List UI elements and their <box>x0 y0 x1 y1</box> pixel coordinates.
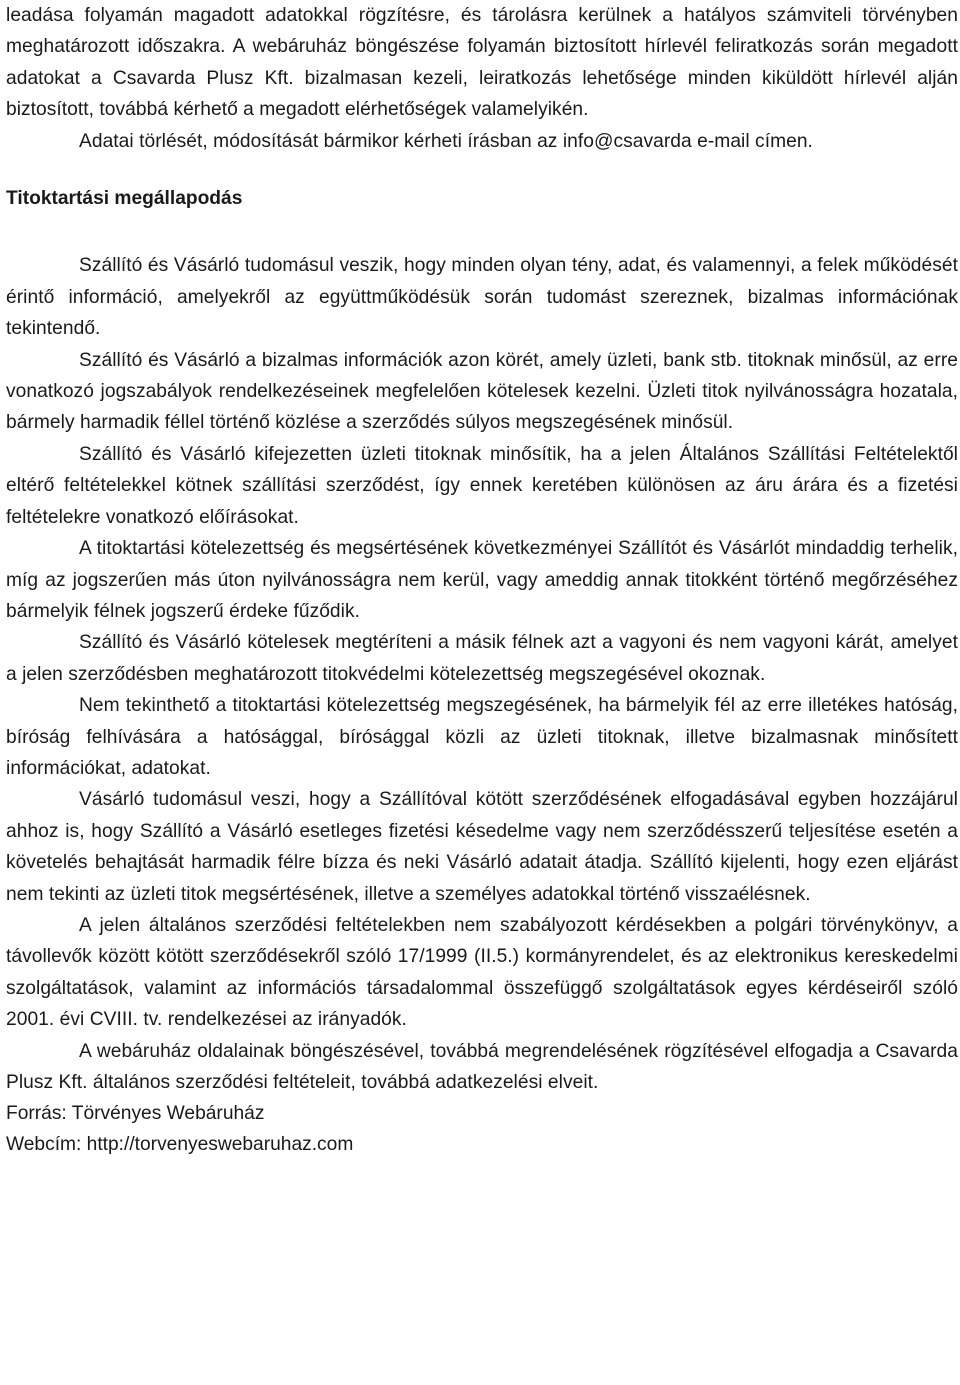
section-paragraph-1: Szállító és Vásárló tudomásul veszik, hogy minden olyan tény, adat, és valamennyi, a felek működését érintő információ, amelyekről az együttműködésük során tudomást szereznek, bizalmas információnak tekintendő. <box>6 255 958 340</box>
web-address-line: Webcím: http://torvenyeswebaruhaz.com <box>6 1134 354 1156</box>
section-heading: Titoktartási megállapodás <box>6 188 243 210</box>
section-paragraph-8: A jelen általános szerződési feltételekben nem szabályozott kérdésekben a polgári törvénykönyv, a távollevők között kötött szerződésekről szóló 17/1999 (II.5.) kormányrendelet, és az elektronikus kereskedelmi szolgáltatások, valamint az információs társadalommal összefüggő szolgáltatások egyes kérdéseiről szóló 2001. évi CVIII. tv. rendelkezései az irányadók. <box>6 914 958 1031</box>
intro-paragraph-1: leadása folyamán magadott adatokkal rögzítésre, és tárolásra kerülnek a hatályos számviteli törvényben meghatározott időszakra. A webáruház böngészése folyamán biztosított hírlevél feliratkozás során megadott adatokat a Csavarda Plusz Kft. bizalmasan kezeli, leiratkozás lehetősége minden kiküldött hírlevél alján biztosított, továbbá kérhető a megadott elérhetőségek valamelyikén. <box>6 5 958 121</box>
document-page <box>6 0 958 1160</box>
section-paragraph-2: Szállító és Vásárló a bizalmas információk azon körét, amely üzleti, bank stb. titoknak minősül, az erre vonatkozó jogszabályok rendelkezéseinek megfelelően kötelesek kezelni. Üzleti titok nyilvánosságra hozatala, bármely harmadik féllel történő közlése a szerződés súlyos megszegésének minősül. <box>6 349 958 434</box>
source-line: Forrás: Törvényes Webáruház <box>6 1103 265 1125</box>
section-paragraph-9: A webáruház oldalainak böngészésével, továbbá megrendelésének rögzítésével elfogadja a Csavarda Plusz Kft. általános szerződési feltételeit, továbbá adatkezelési elveit. <box>6 1040 958 1093</box>
section-paragraph-6: Nem tekinthető a titoktartási kötelezettség megszegésének, ha bármelyik fél az erre illetékes hatóság, bíróság felhívására a hatósággal, bírósággal közli az üzleti titoknak, illetve bizalmasnak minősített információkat, adatokat. <box>6 695 958 779</box>
section-paragraph-5: Szállító és Vásárló kötelesek megtéríteni a másik félnek azt a vagyoni és nem vagyoni kárát, amelyet a jelen szerződésben meghatározott titokvédelmi kötelezettség megszegésével okoznak. <box>6 632 958 685</box>
section-paragraph-3: Szállító és Vásárló kifejezetten üzleti titoknak minősítik, ha a jelen Általános Szállítási Feltételektől eltérő feltételekkel kötnek szállítási szerződést, így ennek keretében különösen az áru árára és a fizetési feltételekre vonatkozó előírásokat. <box>6 443 958 528</box>
section-paragraph-4: A titoktartási kötelezettség és megsértésének következményei Szállítót és Vásárlót mindaddig terhelik, míg az jogszerűen más úton nyilvánosságra nem kerül, vagy ameddig annak titokként történő megőrzéséhez bármelyik félnek jogszerű érdeke fűződik. <box>6 538 958 622</box>
intro-paragraph-2: Adatai törlését, módosítását bármikor kérheti írásban az info@csavarda e-mail címen. <box>79 130 813 152</box>
section-paragraph-7: Vásárló tudomásul veszi, hogy a Szállítóval kötött szerződésének elfogadásával egyben hozzájárul ahhoz is, hogy Szállító a Vásárló esetleges fizetési késedelme vagy nem szerződésszerű teljesítése esetén a követelés behajtását harmadik félre bízza és neki Vásárló adatait átadja. Szállító kijelenti, hogy ezen eljárást nem tekinti az üzleti titok megsértésének, illetve a személyes adatokkal történő visszaélésnek. <box>6 789 958 905</box>
